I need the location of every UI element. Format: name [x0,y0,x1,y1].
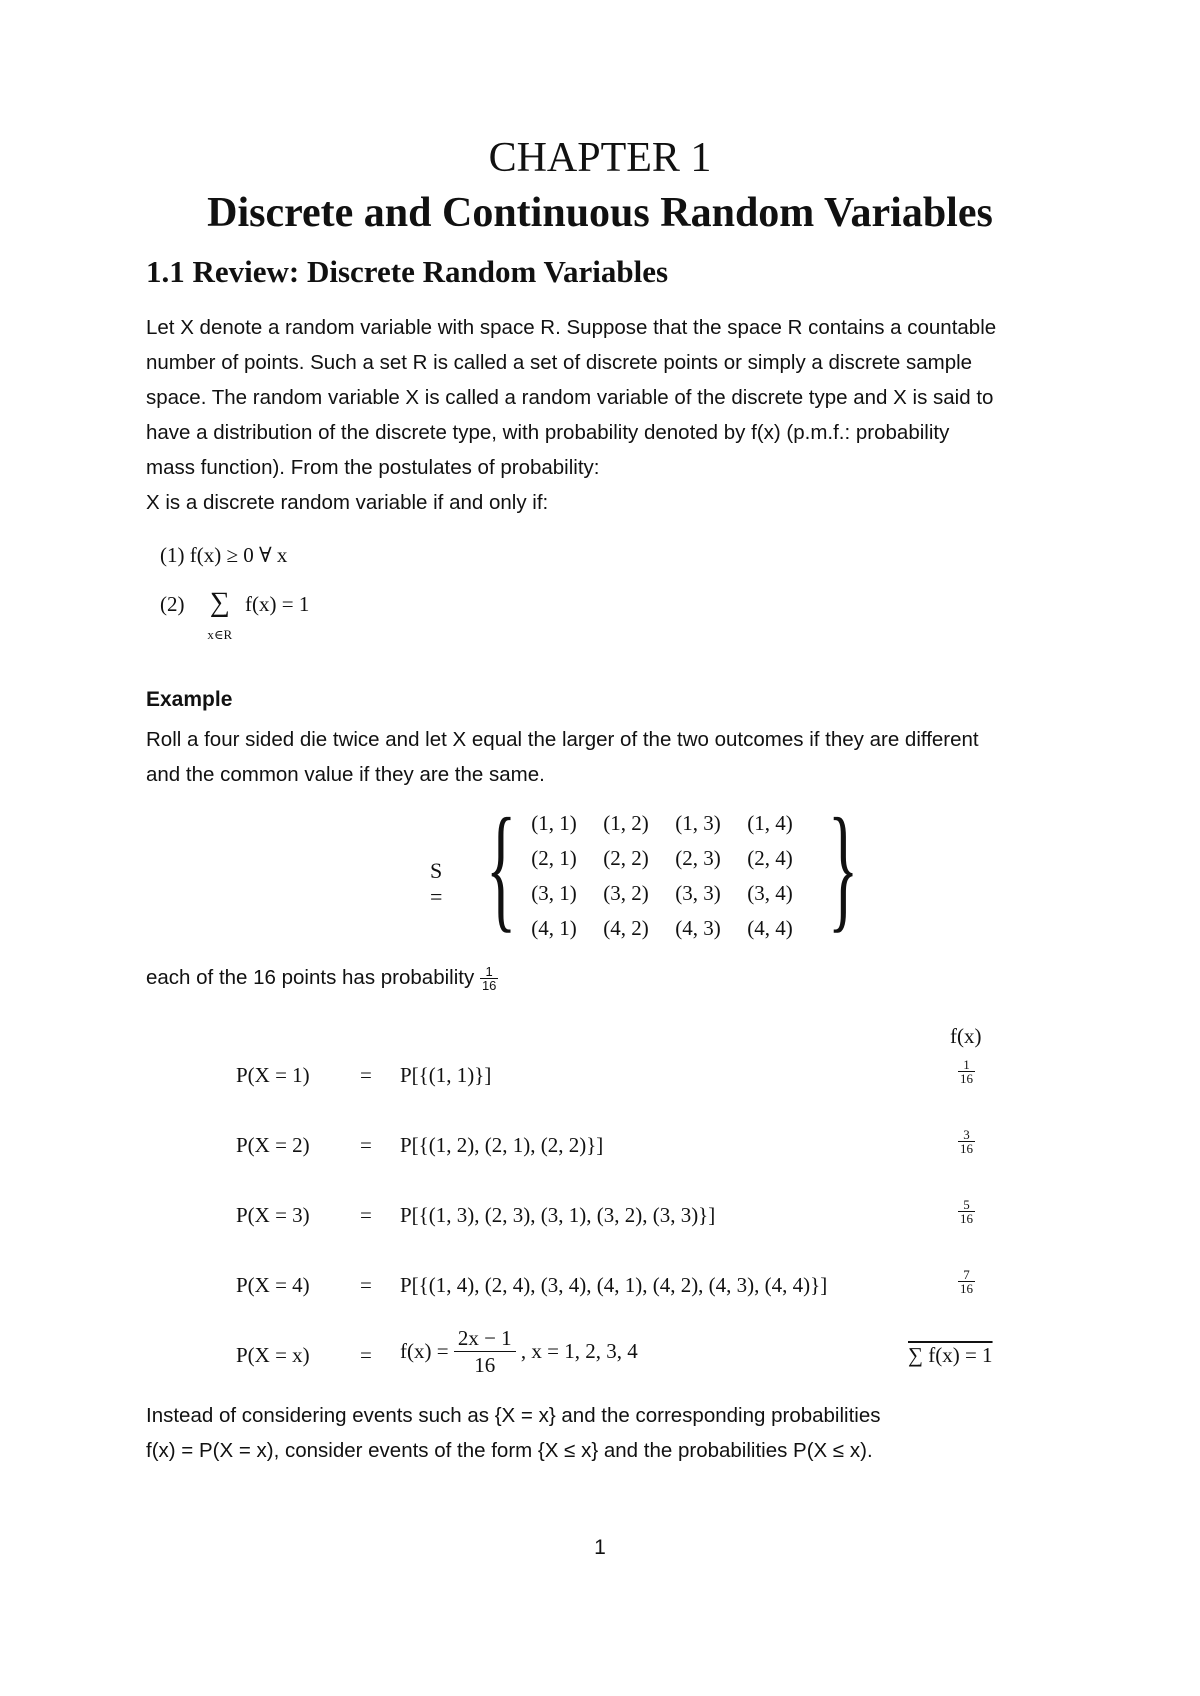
intro-line: X is a discrete random variable if and only if: [146,491,549,514]
pmf-fraction [958,1268,975,1295]
formula-prefix: f(x) = [400,1339,449,1363]
formula-domain: , x = 1, 2, 3, 4 [520,1339,638,1363]
left-brace: { [486,790,517,945]
summation-subscript: x∈R [207,627,233,642]
fraction-numerator: 5 [958,1198,975,1212]
example-line: and the common value if they are the same. [146,763,545,786]
probability-fraction [480,965,498,992]
pmf-general-eq: = [360,1343,372,1367]
fraction-numerator: 1 [480,965,498,979]
pmf-row-rhs: P[{(1, 3), (2, 3), (3, 1), (3, 2), (3, 3)}] [400,1203,716,1227]
sample-space-cell: (3, 3) [675,881,721,905]
pmf-row-value [958,1267,975,1295]
sample-space-cell: (3, 4) [747,881,793,905]
pmf-fraction [958,1198,975,1225]
sample-space-cell: (3, 1) [531,881,577,905]
sample-space-row [518,806,806,841]
closing-line: Instead of considering events such as {X = x} and the corresponding probabilities [146,1404,881,1427]
formula-denominator: 16 [474,1353,496,1377]
sample-space-cell: (4, 4) [747,916,793,940]
fraction-denominator: 16 [481,978,497,993]
intro-line: Let X denote a random variable with space R. Suppose that the space R contains a countable [146,316,997,339]
chapter-label: CHAPTER 1 [488,135,712,181]
intro-line: mass function). From the postulates of probability: [146,456,600,479]
pmf-row-value [958,1197,975,1225]
intro-line: space. The random variable X is called a random variable of the discrete type and X is said to [146,386,994,409]
sample-space-cell: (4, 1) [531,916,577,940]
pmf-row-value [958,1057,975,1085]
fraction-denominator: 16 [960,1210,973,1226]
pmf-row-eq: = [360,1063,372,1087]
sample-space-row [518,876,806,911]
pmf-row-rhs: P[{(1, 2), (2, 1), (2, 2)}] [400,1133,604,1157]
page-number: 1 [594,1536,606,1559]
fraction-denominator: 16 [960,1070,973,1086]
fraction-numerator: 3 [958,1128,975,1142]
pmf-row-lhs: P(X = 3) [236,1203,310,1227]
example-heading: Example [146,688,233,711]
chapter-title: Discrete and Continuous Random Variables [207,190,993,236]
sample-space-grid [518,806,806,946]
section-title: 1.1 Review: Discrete Random Variables [146,254,669,289]
intro-paragraph [146,310,1111,520]
formula-numerator: 2x − 1 [454,1325,516,1352]
closing-paragraph [146,1398,1111,1468]
intro-line: number of points. Such a set R is called a set of discrete points or simply a discrete sample [146,351,973,374]
condition-2 [160,587,310,642]
condition-2-body: f(x) = 1 [245,592,310,616]
set-lhs: S = [430,858,443,909]
pmf-row-eq: = [360,1273,372,1297]
sample-space-row [518,911,806,946]
condition-2-label: (2) [160,592,185,616]
pmf-row-lhs: P(X = 1) [236,1063,310,1087]
example-paragraph [146,722,1111,792]
formula-fraction [454,1325,516,1378]
fraction-denominator: 16 [960,1140,973,1156]
pmf-header: f(x) [950,1024,982,1048]
sample-space-cell: (2, 4) [747,846,793,870]
sample-space-cell: (4, 3) [675,916,721,940]
fraction-numerator: 1 [958,1058,975,1072]
sample-space-cell: (1, 3) [675,811,721,835]
pmf-fraction [958,1128,975,1155]
probability-note [146,965,498,992]
pmf-general-formula [400,1325,638,1378]
probability-note-text: each of the 16 points has probability [146,965,475,989]
right-brace: } [828,790,859,945]
sample-space-cell: (1, 2) [603,811,649,835]
pmf-fraction [958,1058,975,1085]
fraction-denominator: 16 [960,1280,973,1296]
pmf-row-rhs: P[{(1, 1)}] [400,1063,492,1087]
intro-line: have a distribution of the discrete type, with probability denoted by f(x) (p.m.f.: probability [146,421,950,444]
pmf-row-eq: = [360,1203,372,1227]
sample-space-cell: (4, 2) [603,916,649,940]
pmf-row-eq: = [360,1133,372,1157]
pmf-row-lhs: P(X = 4) [236,1273,310,1297]
fraction-numerator: 7 [958,1268,975,1282]
example-line: Roll a four sided die twice and let X equal the larger of the two outcomes if they are different [146,728,979,751]
pmf-row-lhs: P(X = 2) [236,1133,310,1157]
sample-space-cell: (2, 1) [531,846,577,870]
summation-symbol: ∑ [209,587,230,618]
sample-space-row [518,841,806,876]
condition-1: (1) f(x) ≥ 0 ∀ x [160,543,288,567]
sample-space-cell: (3, 2) [603,881,649,905]
pmf-general-lhs: P(X = x) [236,1343,310,1367]
pmf-row-value [958,1127,975,1155]
sample-space-cell: (2, 3) [675,846,721,870]
sample-space-cell: (1, 1) [531,811,577,835]
closing-line: f(x) = P(X = x), consider events of the form {X ≤ x} and the probabilities P(X ≤ x). [146,1439,873,1462]
sample-space-cell: (2, 2) [603,846,649,870]
pmf-sum-check: ∑ f(x) = 1 [908,1343,993,1367]
sample-space-cell: (1, 4) [747,811,793,835]
pmf-row-rhs: P[{(1, 4), (2, 4), (3, 4), (4, 1), (4, 2), (4, 3), (4, 4)}] [400,1273,828,1297]
